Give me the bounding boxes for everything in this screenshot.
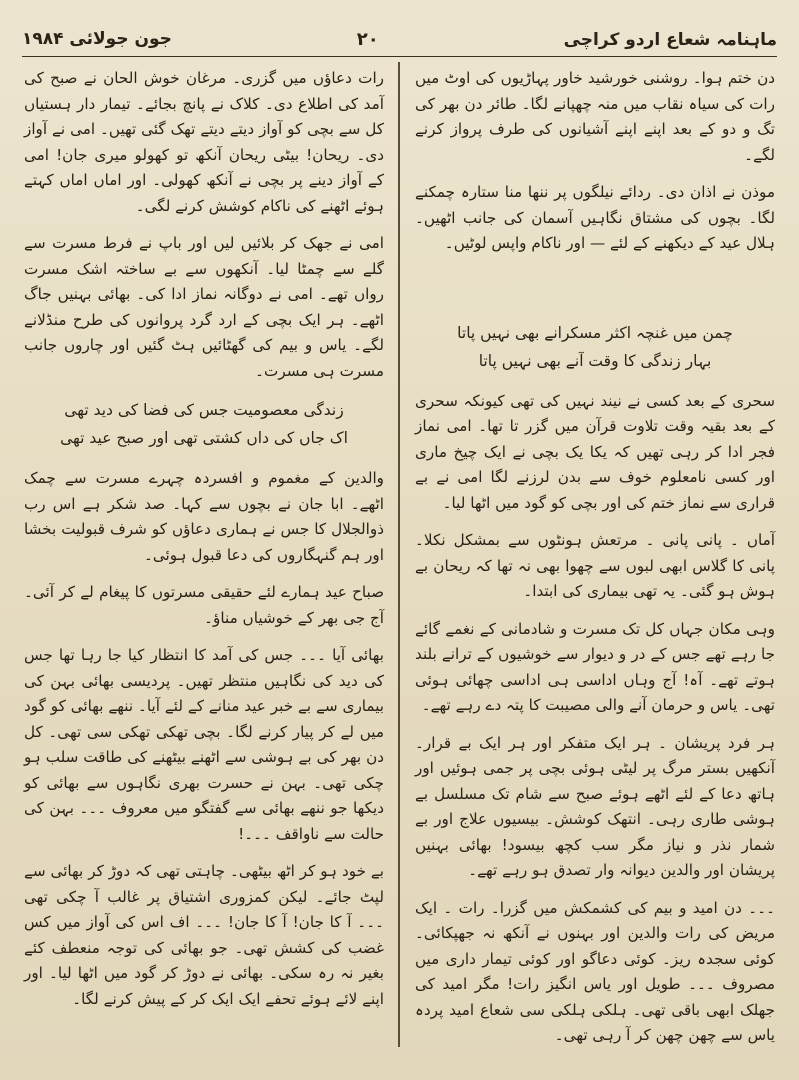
right-column — [415, 66, 775, 1061]
paragraph: دن ختم ہوا۔ روشنی خورشید خاور پہاڑیوں کی اوٹ میں رات کی سیاہ نقاب میں منہ چھپانے لگا۔ طائر دن بھر کی تگ و دو کے بعد اپنے اپنے آشیانوں کی طرف پرواز کرنے لگے۔ — [415, 69, 775, 164]
paragraph: بے خود ہو کر اٹھ بیٹھی۔ چاہتی تھی کہ دوڑ کر بھائی سے لپٹ جائے۔ لیکن کمزوری اشتیاق پر غالب آ چکی تھی ۔۔۔ آ کا جان! آ کا جان! ۔۔۔ اف اس کی آواز میں کس غضب کی کشش تھی۔ جو بھائی کی توجہ منعطف کئے بغیر نہ رہ سکی۔ بھائی نے دوڑ کر گود میں اٹھا لیا۔ اور اپنے لائے ہوئے تحفے ایک ایک کر کے پیش کرنے لگا۔ — [24, 862, 384, 1008]
paragraph: والدین کے مغموم و افسردہ چہرے مسرت سے چمک اٹھے۔ ابا جان نے بچوں سے کہا۔ صد شکر ہے اس رب ذوالجلال کا جس نے ہماری دعاؤں کو شرف قبولیت بخشا اور ہم گنہگاروں کی دعا قبول ہوئی۔ — [24, 469, 384, 564]
poem-couplet — [415, 319, 775, 375]
poem-line: اک جاں کی داں کشتی تھی اور صبح عید تھی — [60, 429, 348, 447]
paragraph: وہی مکان جہاں کل تک مسرت و شادمانی کے نغمے گائے جا رہے تھے جس کے در و دیوار سے خوشیوں کے ترانے بلند ہوتے تھے۔ آہ! آج وہاں اداسی ہی اداسی چھائی ہوئی تھی۔ یاس و حرمان آنے والی مصیبت کا پتہ دے رہے تھے۔ — [415, 619, 775, 714]
magazine-title: ماہنامہ شعاع اردو کراچی — [563, 29, 777, 50]
page-header — [22, 22, 777, 57]
poem-line: بہار زندگی کا وقت آنے بھی نہیں پاتا — [478, 351, 712, 370]
paragraph: آماں ۔ پانی پانی ۔ مرتعش ہونٹوں سے بمشکل نکلا۔ پانی کا گلاس ابھی لبوں سے چھوا بھی نہ تھا کہ ریحان بے ہوش ہو گئی۔ یہ تھی بیماری کی ابتدا۔ — [415, 531, 775, 600]
paragraph: رات دعاؤں میں گزری۔ مرغان خوش الحان نے صبح کی آمد کی اطلاع دی۔ کلاک نے پانچ بجائے۔ تیمار دار ہستیاں کل سے بچی کو آواز دیتے دیتے تھک گئی تھیں۔ امی نے آواز دی۔ ریحان! بیٹی ریحان آنکھ تو کھولو میری جان! امی کے آواز دینے پر بچی نے آنکھ کھولی۔ اور اماں اماں کہتے ہوئے اٹھنے کی ناکام کوشش کرنے لگی۔ — [24, 69, 384, 215]
paragraph: ہر فرد پریشان ۔ ہر ایک متفکر اور ہر ایک بے قرار۔ آنکھیں بستر مرگ پر لیٹی ہوئی بچی پر جمی ہوئیں اور ہاتھ دعا کے لئے اٹھے ہوئے صبح سے شام تک مسلسل بے ہوشی طاری رہی۔ انتھک کوشش۔ بیسیوں علاج اور بے شمار نذر و نیاز مگر سب کچھ بیسود! بھائی بہنیں پریشان اور والدین دیوانہ وار تصدق ہو رہے تھے۔ — [415, 733, 775, 879]
paragraph: موذن نے اذان دی۔ ردائے نیلگوں پر ننھا منا ستارہ چمکنے لگا۔ بچوں کی مشتاق نگاہیں آسمان کی جانب اٹھیں۔ ہلال عید کے دیکھنے کے لئے — اور ناکام واپس لوٹیں۔ — [415, 183, 775, 252]
paragraph: صباح عید ہمارے لئے حقیقی مسرتوں کا پیغام لے کر آئی۔ آج جی بھر کے خوشیاں مناؤ۔ — [24, 583, 384, 627]
poem-line: چمن میں غنچہ اکثر مسکرانے بھی نہیں پاتا — [457, 323, 733, 342]
page-number: ۲۰ — [356, 28, 379, 50]
paragraph: امی نے جھک کر بلائیں لیں اور باپ نے فرط مسرت سے گلے سے چمٹا لیا۔ آنکھوں سے بے ساختہ اشک مسرت رواں تھے۔ امی نے دوگانہ نماز ادا کی۔ بھائی بہنیں جاگ اٹھے۔ ہر ایک بچی کے ارد گرد پروانوں کی طرح منڈلانے لگے۔ یاس و بیم کی گھٹائیں ہٹ گئیں اور چاروں جانب مسرت ہی مسرت۔ — [24, 234, 384, 380]
paragraph: ۔۔۔ دن امید و بیم کی کشمکش میں گزرا۔ رات ۔ ایک مریض کی رات والدین اور بہنوں نے آنکھ نہ جھپکائی۔ کوئی سجدہ ریز۔ کوئی دعاگو اور کوئی تیمار داری میں مصروف ۔۔۔ طویل اور یاس انگیز رات! مگر امید کی جھلک ابھی باقی تھی۔ ہلکی ہلکی سی شعاع امید پردہ یاس سے چھن چھن کر آ رہی تھی۔ — [415, 898, 775, 1044]
left-column — [24, 66, 384, 1024]
poem-couplet — [24, 396, 384, 452]
issue-date: جون جولائی ۱۹۸۴ — [22, 29, 172, 49]
column-divider — [398, 62, 400, 1047]
poem-line: زندگی معصومیت جس کی فضا کی دید تھی — [64, 401, 344, 419]
paragraph: بھائی آیا ۔۔۔ جس کی آمد کا انتظار کیا جا رہا تھا جس کی دید کی نگاہیں منتظر تھیں۔ پردیسی بھائی بہن کی بیماری سے بے خبر عید منانے کے لئے آیا۔ ننھے بھائی کو گود میں لے کر پیار کرنے لگا۔ بچی تھکی تھکی سی تھی۔ کل دن بھر کی بے ہوشی سے اٹھنے بیٹھنے کی طاقت سلب ہو چکی تھی۔ بہن نے حسرت بھری نگاہوں سے بھائی کو دیکھا جو ننھے بھائی سے گفتگو میں معروف ۔۔۔ بہن کی حالت سے ناواقف ۔۔۔! — [24, 646, 384, 843]
paragraph: سحری کے بعد کسی نے نیند نہیں کی تھی کیونکہ سحری کے بعد بقیہ وقت تلاوت قرآن میں گزر تا تھا۔ امی نماز فجر ادا کر رہی تھیں کہ یکا یک بچی نے ایک چیخ ماری اور کسی نامعلوم خوف سے بدن لرزنے لگا امی نے بے قراری سے نماز ختم کی اور بچی کو گود میں اٹھا لیا۔ — [415, 391, 775, 512]
